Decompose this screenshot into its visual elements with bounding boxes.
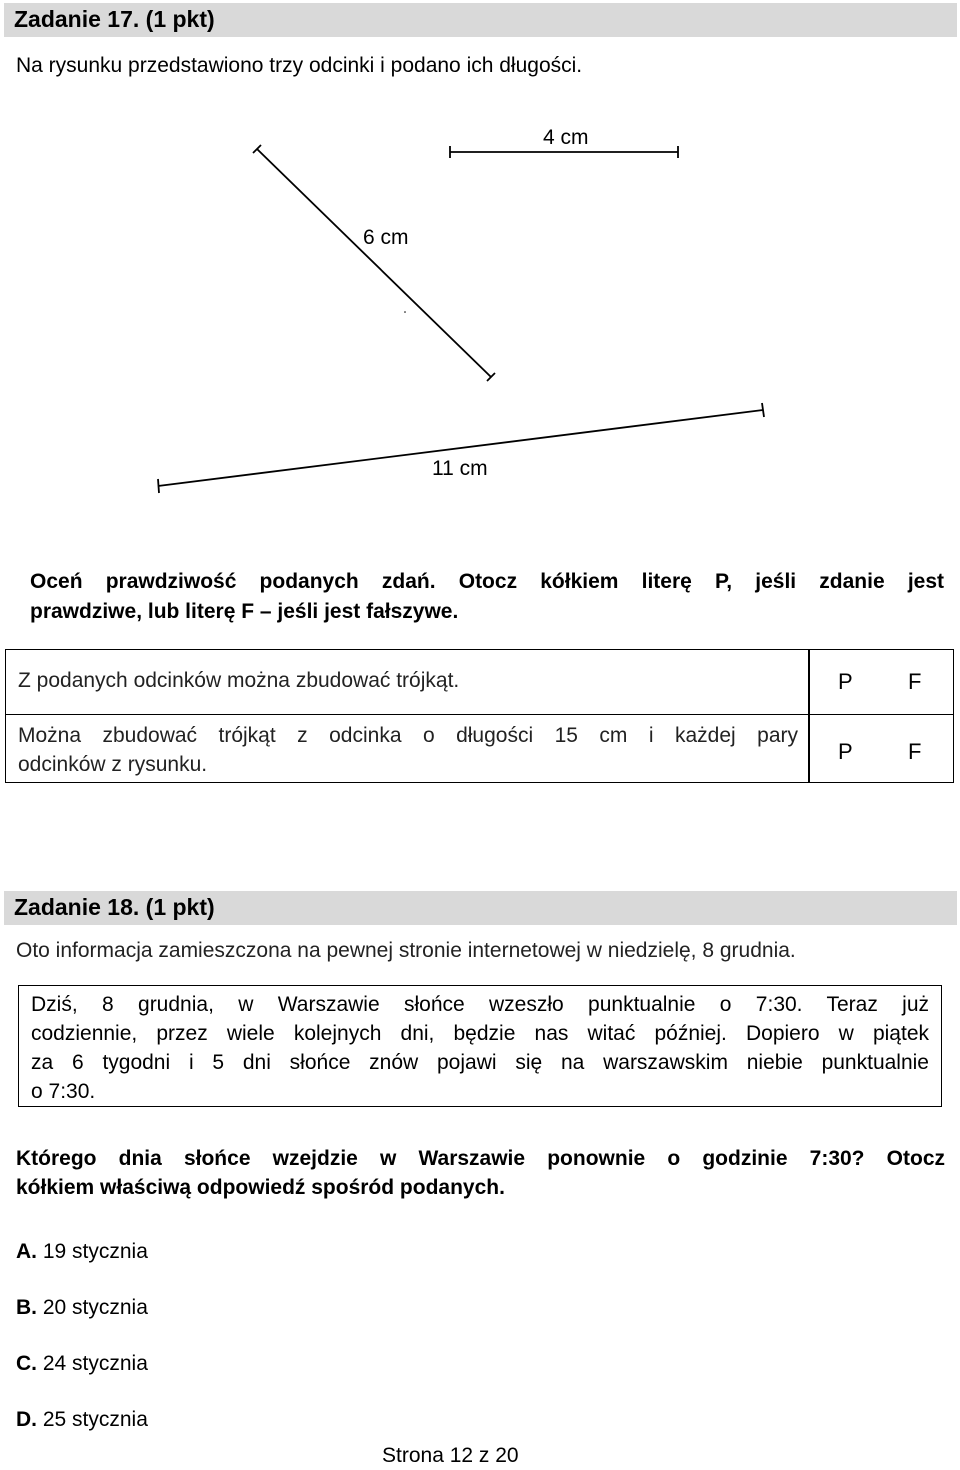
answer-c-text: 24 stycznia bbox=[42, 1352, 148, 1375]
task17-header-band bbox=[4, 3, 957, 37]
info-line-4: o 7:30. bbox=[31, 1080, 96, 1103]
task18-header-band bbox=[4, 891, 957, 925]
page-number: Strona 12 z 20 bbox=[382, 1444, 519, 1467]
answer-b-label: B. bbox=[16, 1296, 37, 1319]
segment-11cm-label: 11 cm bbox=[432, 457, 488, 480]
answer-b[interactable] bbox=[16, 1296, 148, 1320]
task18-question-line2: kółkiem właściwą odpowiedź spośród podanych. bbox=[16, 1176, 505, 1199]
info-line-2: codziennie, przez wiele kolejnych dni, będzie nas witać później. Dopiero w piątek bbox=[31, 1022, 929, 1045]
info-line-1: Dziś, 8 grudnia, w Warszawie słońce wzeszło punktualnie o 7:30. Teraz już bbox=[31, 993, 929, 1016]
statement-2-text-line1: Można zbudować trójkąt z odcinka o długości 15 cm i każdej pary bbox=[18, 724, 798, 747]
statement-1-option-p[interactable]: P bbox=[838, 669, 853, 694]
answer-d-label: D. bbox=[16, 1408, 37, 1431]
answer-c-label: C. bbox=[16, 1352, 37, 1375]
statement-1-text: Z podanych odcinków można zbudować trójkąt. bbox=[18, 669, 460, 692]
answer-a-text: 19 stycznia bbox=[42, 1240, 148, 1263]
segment-4cm-label: 4 cm bbox=[543, 126, 589, 149]
task18-question-line1: Którego dnia słońce wzejdzie w Warszawie ponownie o godzinie 7:30? Otocz bbox=[16, 1147, 945, 1170]
segments-figure bbox=[0, 120, 960, 500]
answer-d[interactable] bbox=[16, 1408, 148, 1432]
statement-2-text-line2: odcinków z rysunku. bbox=[18, 753, 208, 776]
info-box bbox=[18, 985, 942, 1107]
answer-a[interactable] bbox=[16, 1240, 148, 1264]
task18-intro: Oto informacja zamieszczona na pewnej stronie internetowej w niedzielę, 8 grudnia. bbox=[16, 939, 796, 962]
task17-instruction-line1: Oceń prawdziwość podanych zdań. Otocz kółkiem literę P, jeśli zdanie jest bbox=[30, 570, 944, 593]
answer-a-label: A. bbox=[16, 1240, 37, 1263]
segment-6cm bbox=[253, 145, 495, 381]
task17-header: Zadanie 17. (1 pkt) bbox=[14, 6, 215, 32]
statement-1-option-f[interactable]: F bbox=[908, 669, 922, 694]
segment-6cm-label: 6 cm bbox=[363, 226, 409, 249]
statement-2-option-f[interactable]: F bbox=[908, 739, 922, 764]
task18-header: Zadanie 18. (1 pkt) bbox=[14, 894, 215, 920]
task17-instruction-line2: prawdziwe, lub literę F – jeśli jest fałszywe. bbox=[30, 600, 459, 623]
statement-2-option-p[interactable]: P bbox=[838, 739, 853, 764]
answer-b-text: 20 stycznia bbox=[42, 1296, 148, 1319]
answer-d-text: 25 stycznia bbox=[42, 1408, 148, 1431]
info-line-3: za 6 tygodni i 5 dni słońce znów pojawi się na warszawskim niebie punktualnie bbox=[31, 1051, 929, 1074]
task17-intro: Na rysunku przedstawiono trzy odcinki i podano ich długości. bbox=[16, 54, 583, 77]
answer-c[interactable] bbox=[16, 1352, 148, 1376]
